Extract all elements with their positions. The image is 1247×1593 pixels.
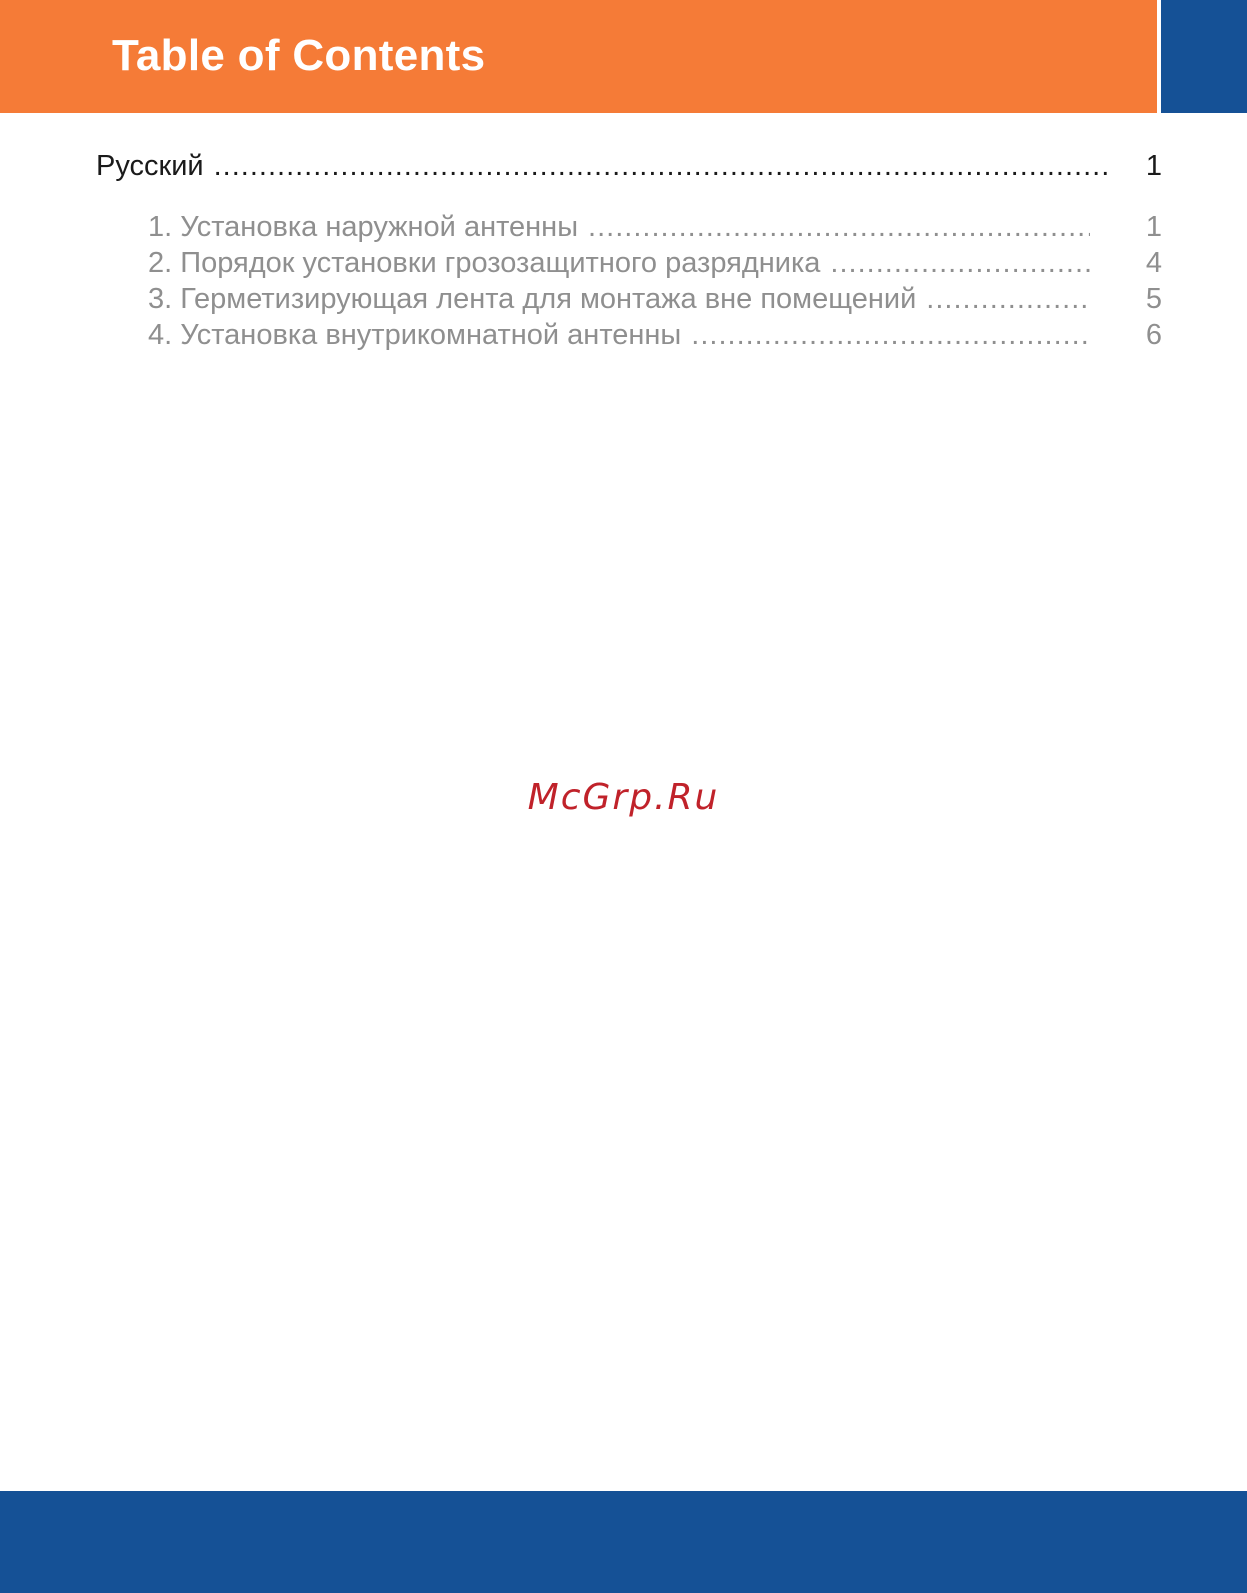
toc-leader-dots	[691, 317, 1090, 353]
toc-leader-dots	[830, 245, 1090, 281]
toc-entry-page: 1	[1145, 150, 1162, 182]
watermark-text: McGrp.Ru	[527, 777, 720, 818]
toc-entry-4[interactable]	[148, 317, 1162, 353]
footer-bar	[0, 1491, 1247, 1593]
header-accent-block	[1161, 0, 1247, 113]
toc-entry-main[interactable]	[96, 148, 1162, 184]
toc-entry-3[interactable]	[148, 281, 1162, 317]
toc-leader-dots	[926, 281, 1090, 317]
toc-entry-label: 4. Установка внутрикомнатной антенны	[148, 319, 682, 351]
header-bar	[0, 0, 1157, 113]
toc-leader-dots	[588, 209, 1090, 245]
toc-entry-page: 5	[1145, 283, 1162, 315]
page-title: Table of Contents	[112, 31, 486, 80]
toc-entry-page: 6	[1145, 319, 1162, 351]
toc-entry-page: 1	[1145, 211, 1162, 243]
toc-entry-label: 2. Порядок установки грозозащитного разрядника	[148, 247, 821, 279]
toc-entry-label: Русский	[96, 150, 204, 182]
toc-leader-dots	[214, 148, 1110, 184]
toc-entry-2[interactable]	[148, 245, 1162, 281]
toc-entry-label: 3. Герметизирующая лента для монтажа вне помещений	[148, 283, 917, 315]
toc-entry-page: 4	[1145, 247, 1162, 279]
toc-entry-1[interactable]	[148, 209, 1162, 245]
toc-entry-label: 1. Установка наружной антенны	[148, 211, 579, 243]
